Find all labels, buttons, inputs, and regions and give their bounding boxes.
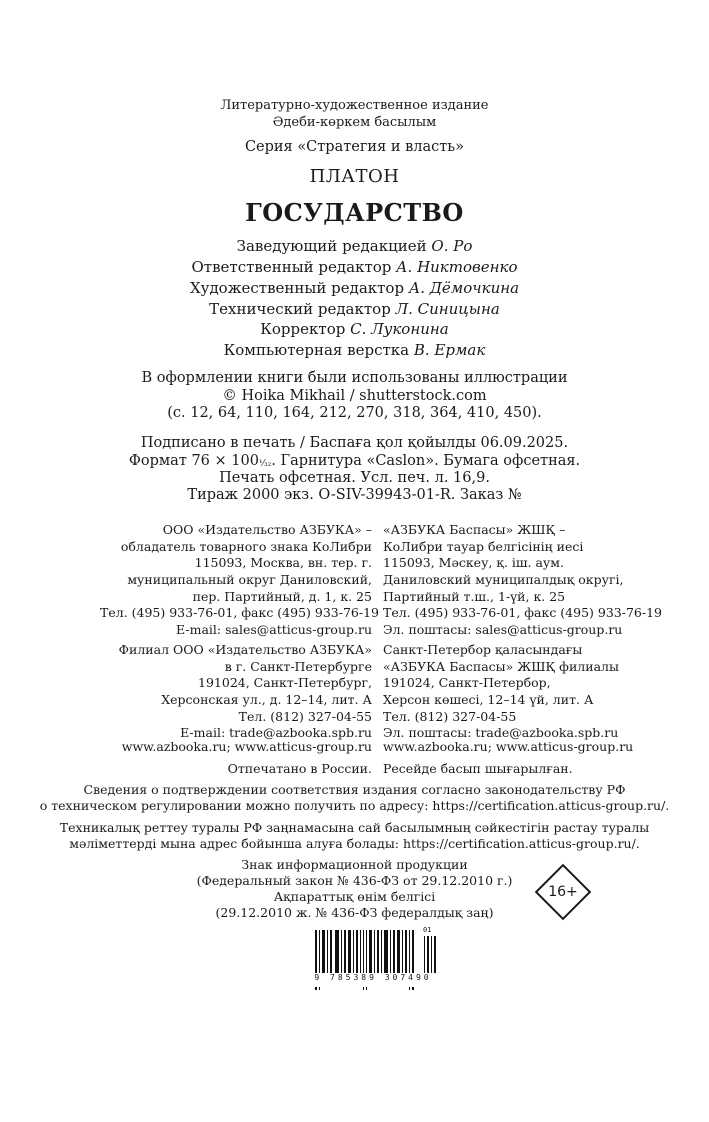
offset-line: Печать офсетная. Усл. печ. л. 16,9. <box>219 470 490 486</box>
credit-line: Технический редактор Л. Синицына <box>209 300 500 318</box>
credit-line: Компьютерная верстка В. Ермак <box>223 341 486 359</box>
run-line: Тираж 2000 экз. O-SIV-39943-01-R. Заказ № <box>187 487 522 503</box>
edition-type-kz: Әдеби-көркем басылым <box>272 115 437 130</box>
illustrations-pages: (с. 12, 64, 110, 164, 212, 270, 318, 364, 410, 450). <box>167 405 542 421</box>
website-left: www.azbooka.ru; www.atticus-group.ru <box>121 739 372 754</box>
cert-kz-1: Техникалық реттеу туралы РФ заңнамасына сай басылымның сәйкестігін растау туралы <box>59 820 650 835</box>
credit-line: Художественный редактор А. Дёмочкина <box>189 279 520 297</box>
printed-in-right: Ресейде басып шығарылған. <box>383 761 573 776</box>
edition-type: Литературно-художественное издание <box>220 98 489 113</box>
signed-date: Подписано в печать / Баспаға қол қойылды 06.09.2025. <box>140 435 569 451</box>
publisher-right: «АЗБУКА Баспасы» ЖШҚ – КоЛибри тауар белгісінің иесі 115093, Мәскеу, қ. іш. аум. Даниловский муниципалдық округі, Партийный т.ш., 1-үй, к. 25 Тел. (495) 933-76-01, факс (495) 933-76-19 Эл. поштасы: sales@atticus-group.ru <box>383 522 662 638</box>
info-sign-3: Ақпараттық өнім белгісі <box>273 889 436 904</box>
info-sign-1: Знак информационной продукции <box>241 857 468 872</box>
book-title: ГОСУДАРСТВО <box>245 198 464 227</box>
illustrations-note: В оформлении книги были использованы иллюстрации <box>141 370 568 386</box>
website-right: www.azbooka.ru; www.atticus-group.ru <box>383 739 634 754</box>
info-sign-2: (Федеральный закон № 436-ФЗ от 29.12.2010 г.) <box>196 873 513 888</box>
cert-ru-2: о техническом регулировании можно получить по адресу: https://certification.atticus-group.ru/. <box>39 798 670 813</box>
info-sign-4: (29.12.2010 ж. № 436-ФЗ федералдық заң) <box>215 905 494 920</box>
cert-ru-1: Сведения о подтверждении соответствия издания согласно законодательству РФ <box>83 782 626 797</box>
barcode-addon: 01 <box>423 926 432 934</box>
cert-kz-2: мәліметтерді мына адрес бойынша алуға болады: https://certification.atticus-group.ru/. <box>69 836 640 851</box>
credit-line: Заведующий редакцией О. Ро <box>236 237 473 255</box>
printed-in-left: Отпечатано в России. <box>227 761 372 776</box>
age-rating-label: 16+ <box>548 884 578 900</box>
format-line: Формат 76 × 100¹⁄₃₂. Гарнитура «Caslon». Бумага офсетная. <box>128 453 581 469</box>
series-name: Серия «Стратегия и власть» <box>244 139 465 155</box>
branch-left: Филиал ООО «Издательство АЗБУКА» в г. Санкт-Петербурге 191024, Санкт-Петербург, Херсонская ул., д. 12–14, лит. А Тел. (812) 327-04-55 E-mail: trade@azbooka.spb.ru <box>118 642 372 741</box>
credit-line: Корректор С. Луконина <box>260 320 449 338</box>
credit-line: Ответственный редактор А. Никтовенко <box>191 258 518 276</box>
illustrations-credit: © Hoika Mikhail / shutterstock.com <box>222 388 487 404</box>
barcode-digits: 9 785389 307490 <box>306 973 440 987</box>
branch-right: Санкт-Петербор қаласындағы «АЗБУКА Баспасы» ЖШҚ филиалы 191024, Санкт-Петербор, Херсон көшесі, 12–14 үй, лит. А Тел. (812) 327-04-55 Эл. поштасы: trade@azbooka.spb.ru <box>383 642 619 741</box>
publisher-left: ООО «Издательство АЗБУКА» – обладатель товарного знака КоЛибри 115093, Москва, вн. тер. г. муниципальный округ Даниловский, пер. Партийный, д. 1, к. 25 Тел. (495) 933-76-01, факс (495) 933-76-19 E-mail: sales@atticus-group.ru <box>100 522 379 638</box>
author-name: ПЛАТОН <box>309 166 400 187</box>
